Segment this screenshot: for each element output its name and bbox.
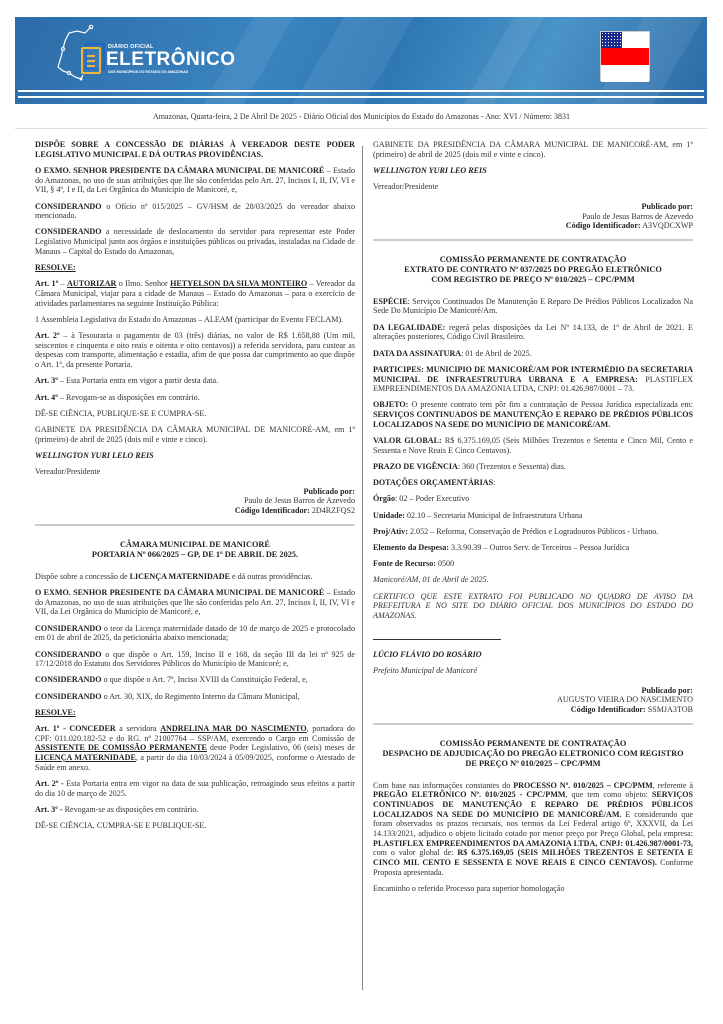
- column-divider: [362, 146, 363, 990]
- doc2-intro: Dispõe sobre a concessão de LICENÇA MATERNIDADE e dá outras providências.: [35, 571, 313, 581]
- publisher-name: Paulo de Jesus Barros de Azevedo: [244, 496, 355, 506]
- doc2-considerando-3: CONSIDERANDO o que dispõe o Art. 7º, Inciso XVIII da Constituição Federal, e,: [35, 675, 308, 685]
- doc3-dotacoes: DOTAÇÕES ORÇAMENTÁRIAS:: [373, 478, 496, 488]
- doc2-art3: Art. 3º - Revogam-se as disposições em contrário.: [35, 804, 199, 814]
- doc3-title: COMISSÃO PERMANENTE DE CONTRATAÇÃO EXTRATO DE CONTRATO Nº 037/2025 DO PREGÃO ELETRÔNICO COM REGISTRO DE PREÇO Nº 010/2025 – CPC/PMM: [404, 254, 662, 284]
- doc3-prazo: PRAZO DE VIGÊNCIA: 360 (Trezentos e Sessenta) dias.: [373, 461, 566, 471]
- doc3-fonte: Fonte de Recurso: 0500: [373, 559, 455, 569]
- doc1-art1: Art. 1º – AUTORIZAR o Ilmo. Senhor HETYELSON DA SILVA MONTEIRO – Vereador da Câmara Municipal, viajar para a cidade de Manaus – Estado do Amazonas – para o exercício de atividades parlamentares na seguinte Instituição Pública:: [35, 279, 356, 308]
- doc3-proj-ativ: Proj/Ativ: 2.052 – Reforma, Conservação de Prédios e Logradouros Públicos - Urbano.: [373, 526, 659, 536]
- doc2-art2: Art. 2º - Esta Portaria entra em vigor na data de sua publicação, retroagindo seus efeitos a partir do dia 10 de março de 2025.: [35, 779, 355, 798]
- signature-line: [373, 639, 501, 640]
- doc1-art2: Art. 2º – à Tesouraria o pagamento de 03 (três) diárias, no valor de R$ 1.658,88 (Um mil, seiscentos e cinquenta e oito reais e oitenta e oito centavos)) a referida servidora, para custear as despesas com transporte, alimentação e estadia, afim de que possa dar cumprimento ao que dispõe o Art. 1º, da presente Portaria.: [35, 331, 355, 370]
- doc2-art1: Art. 1º - CONCEDER a servidora ANDRELINA MAR DO NASCIMENTO, portadora do CPF: 011.020.182-52 e do RG. nº 21007764 – SSP/AM, exercendo o Cargo em Comissão de ASSISTENTE DE COMISSÃO PERMANENTE deste Poder Legislativo, 06 (seis) meses de LICENÇA MATERNIDADE, a partir do dia 10/03/2024 à 05/09/2025, conforme o Atestado de Saúde em anexo.: [35, 724, 356, 772]
- doc1-end-gabinete: GABINETE DA PRESIDÊNCIA DA CÂMARA MUNICIPAL DE MANICORÉ-AM, em 1º (primeiro) de abril de 2025 (dois mil e vinte e cinco).: [373, 140, 693, 159]
- doc1-preamble: O EXMO. SENHOR PRESIDENTE DA CÂMARA MUNICIPAL DE MANICORÉ – Estado do Amazonas, no uso de suas atribuições que lhe são conferidas pelo Art. 27, Incisos I, II, IV, VI e VII, § 4º, I e II, da Lei Orgânica do Município de Manicoré, e,: [35, 165, 355, 195]
- dateline: Amazonas, Quarta-feira, 2 De Abril De 2025 - Diário Oficial dos Municípios do Estado do Amazonas - Ano: XVI / Número: 3831: [152, 112, 571, 121]
- doc3-objeto: OBJETO: O presente contrato tem pôr fim a contratação de Pessoa Jurídica especializada em: SERVIÇOS CONTINUADOS DE MANUTENÇÃO E REPARO DE PRÉDIOS PÚBLICOS LOCALIZADOS NA SEDE DO MUNICÍPIO DE MANICORÉ/AM.: [373, 400, 693, 429]
- header-divider: [15, 128, 707, 129]
- doc1-end-signer-role: Vereador/Presidente: [373, 182, 439, 192]
- amazonas-flag-icon: [600, 31, 650, 81]
- doc3-publication: [373, 686, 693, 715]
- doc3-participes: PARTICIPES: MUNICIPIO DE MANICORÉ/AM POR INTERMÉDIO DA SECRETARIA MUNICIPAL DE INFRAESTRUTURA URBANA E A EMPRESA: PLASTIFLEX EMPREENDIMENTOS DA AMAZONIA LTDA, CNPJ: 01.426.987/0001 – 73.: [373, 364, 693, 394]
- doc3-legalidade: DA LEGALIDADE: regerá pelas disposições da Lei Nº 14.133, de 1º de Abril de 2021. E alterações posteriores, Código Civil Brasileiro.: [373, 322, 693, 342]
- doc2-considerando-2: CONSIDERANDO o que dispõe o Art. 159, Inciso II e 168, da seção III da lei nº 925 de 17/12/2018 do Estatuto dos Servidores Públicos do Município de Manicoré; e,: [35, 649, 355, 669]
- document-icon: [81, 47, 101, 74]
- doc1-institution: 1 Assembleia Legislativa do Estado do Amazonas – ALEAM (participar do Evento FECLAM).: [35, 314, 344, 324]
- doc1-closing: DÊ-SE CIÊNCIA, PUBLIQUE-SE E CUMPRA-SE.: [35, 408, 207, 418]
- doc4-title: COMISSÃO PERMANENTE DE CONTRATAÇÃO DESPACHO DE ADJUDICAÇÃO DO PREGÃO ELETRONICO COM REGISTRO DE PREÇO Nº 010/2025 – CPC/PMM: [382, 738, 684, 768]
- doc3-place-date: Manicoré/AM, 01 de Abril de 2025.: [373, 575, 489, 585]
- header-banner: [15, 17, 707, 104]
- doc1-resolve: RESOLVE:: [35, 263, 76, 273]
- doc2-considerando-4: CONSIDERANDO o Art. 30, XIX, do Regimento Interno da Câmara Municipal,: [35, 691, 300, 701]
- doc4-body: Com base nas informações constantes do PROCESSO Nº. 010/2025 – CPC/PMM, referente à PREGÃO ELETRÔNICO Nº. 010/2025 - CPC/PMM, que tem como objeto: SERVIÇOS CONTINUADOS DE MANUTENÇÃO E REPARO DE PRÉDIOS PÚBLICOS LOCALIZADOS NA SEDE DO MUNICÍPIO DE MANICORÉ/AM. E considerando que foram observados os prazos recursais, nos termos da Lei Federal artigo 6º, XXXVII, da Lei 14.133/2021, adjudico o objeto licitado cotado por menor preço por Preço Global, pela empresa: PLASTIFLEX EMPREENDIMENTOS DA AMAZONIA LTDA, CNPJ: 01.426.987/0001-73, com o valor global de: R$ 6.375.169,05 (SEIS MILHÕES TREZENTOS E SETENTA E CINCO MIL CENTO E SESSENTA E NOVE REAIS E CINCO CENTAVOS). Conforme Proposta apresentada.: [373, 780, 693, 877]
- doc3-signer: LÚCIO FLÁVIO DO ROSÁRIO: [373, 649, 482, 659]
- banner-line: [18, 90, 704, 92]
- section-separator: [373, 239, 693, 241]
- identifier-code: Código Identificador: SSMJA3TOB: [570, 704, 693, 714]
- doc2-preamble: O EXMO. SENHOR PRESIDENTE DA CÂMARA MUNICIPAL DE MANICORÉ – Estado do Amazonas, no uso de suas atribuições que lhe são conferidas pelo Art. 27, Incisos I, II, IV, VI e VII, da Lei Orgânica do Município de Manicoré, e,: [35, 588, 355, 617]
- doc1-title: DISPÕE SOBRE A CONCESSÃO DE DIÁRIAS À VEREADOR DESTE PODER LEGISLATIVO MUNICIPAL E DÁ OUTRAS PROVIDÊNCIAS.: [35, 140, 355, 159]
- doc1-considerando-2: CONSIDERANDO a necessidade de deslocamento do servidor para representar este Poder Legislativo Municipal junto aos órgãos e instituições públicas ou privadas, instaladas na Cidade de Manaus – Capital do Estado do Amazonas,: [35, 227, 355, 256]
- doc1-end-publication: [373, 202, 693, 231]
- publisher-name: AUGUSTO VIEIRA DO NASCIMENTO: [556, 695, 693, 705]
- published-by-label: Publicado por:: [303, 486, 355, 496]
- doc1-art4: Art. 4º – Revogam-se as disposições em contrário.: [35, 392, 200, 402]
- doc2-title: CÂMARA MUNICIPAL DE MANICORÉ PORTARIA Nº 066/2025 – GP, DE 1º DE ABRIL DE 2025.: [91, 539, 299, 559]
- doc3-unidade: Unidade: 02.10 – Secretaria Municipal de Infraestrutura Urbana: [373, 510, 583, 520]
- doc3-elemento: Elemento da Despesa: 3.3.90.39 – Outros Serv. de Terceiros – Pessoa Jurídica: [373, 542, 630, 552]
- doc1-art3: Art. 3º – Esta Portaria entra em vigor a partir desta data.: [35, 376, 219, 386]
- publisher-name: Paulo de Jesus Barros de Azevedo: [582, 211, 693, 221]
- doc1-end-signer: WELLINGTON YURI LEO REIS: [373, 165, 487, 175]
- logo-top-text: DIÁRIO OFICIAL: [108, 44, 154, 50]
- logo-sub-text: DOS MUNICÍPIOS DO ESTADO DO AMAZONAS: [108, 70, 189, 74]
- section-separator: [373, 723, 693, 725]
- doc1-publication: [35, 487, 355, 516]
- doc3-valor: VALOR GLOBAL: R$ 6.375.169,05 (Seis Milhões Trezentos e Setenta e Cinco Mil, Cento e Sessenta e Nove Reais E Cinco Centavos).: [373, 436, 693, 455]
- identifier-code: Código Identificador: 2D4RZFQS2: [234, 506, 355, 516]
- doc3-orgao: Órgão: 02 – Poder Executivo: [373, 494, 470, 504]
- published-by-label: Publicado por:: [641, 201, 693, 211]
- doc2-resolve: RESOLVE:: [35, 707, 76, 717]
- doc3-data-assinatura: DATA DA ASSINATURA: 01 de Abril de 2025.: [373, 348, 532, 358]
- doc2-considerando-1: CONSIDERANDO o teor da Licença maternidade datado de 10 de março de 2025 e protocolado em 01 de abril de 2025, da peticionária abaixo mencionada;: [35, 623, 355, 643]
- doc1-signer: WELLINGTON YURI LELO REIS: [35, 450, 154, 460]
- doc3-signer-role: Prefeito Municipal de Manicoré: [373, 665, 478, 675]
- doc1-gabinete: GABINETE DA PRESIDÊNCIA DA CÂMARA MUNICIPAL DE MANICORÉ-AM, em 1º (primeiro) de abril de 2025 (dois mil e vinte e cinco).: [35, 424, 355, 444]
- doc3-certifico: CERTIFICO QUE ESTE EXTRATO FOI PUBLICADO NO QUADRO DE AVISO DA PREFEITURA E NO SITE DO DIÁRIO OFICIAL DOS MUNICÍPIOS DO ESTADO DO AMAZONAS.: [373, 591, 693, 620]
- doc4-closing: Encaminho o referido Processo para superior homologação: [373, 884, 565, 894]
- logo-main-text: ELETRÔNICO: [106, 49, 236, 70]
- right-column: [373, 140, 693, 900]
- banner-line: [18, 96, 704, 98]
- published-by-label: Publicado por:: [641, 685, 693, 695]
- doc1-signer-role: Vereador/Presidente: [35, 467, 101, 477]
- doc2-closing: DÊ-SE CIÊNCIA, CUMPRA-SE E PUBLIQUE-SE.: [35, 821, 207, 831]
- doc3-especie: ESPÉCIE: Serviços Continuados De Manutenção E Reparo De Prédios Públicos Localizados Na Sede Do Município De Manicoré/Am.: [373, 296, 693, 316]
- doc1-considerando-1: CONSIDERANDO o Ofício nº 015/2025 – GV/HSM de 28/03/2025 do vereador abaixo mencionado.: [35, 201, 355, 221]
- left-column: [35, 140, 355, 837]
- identifier-code: Código Identificador: A3VQDCXWP: [565, 221, 693, 231]
- section-separator: [35, 524, 355, 526]
